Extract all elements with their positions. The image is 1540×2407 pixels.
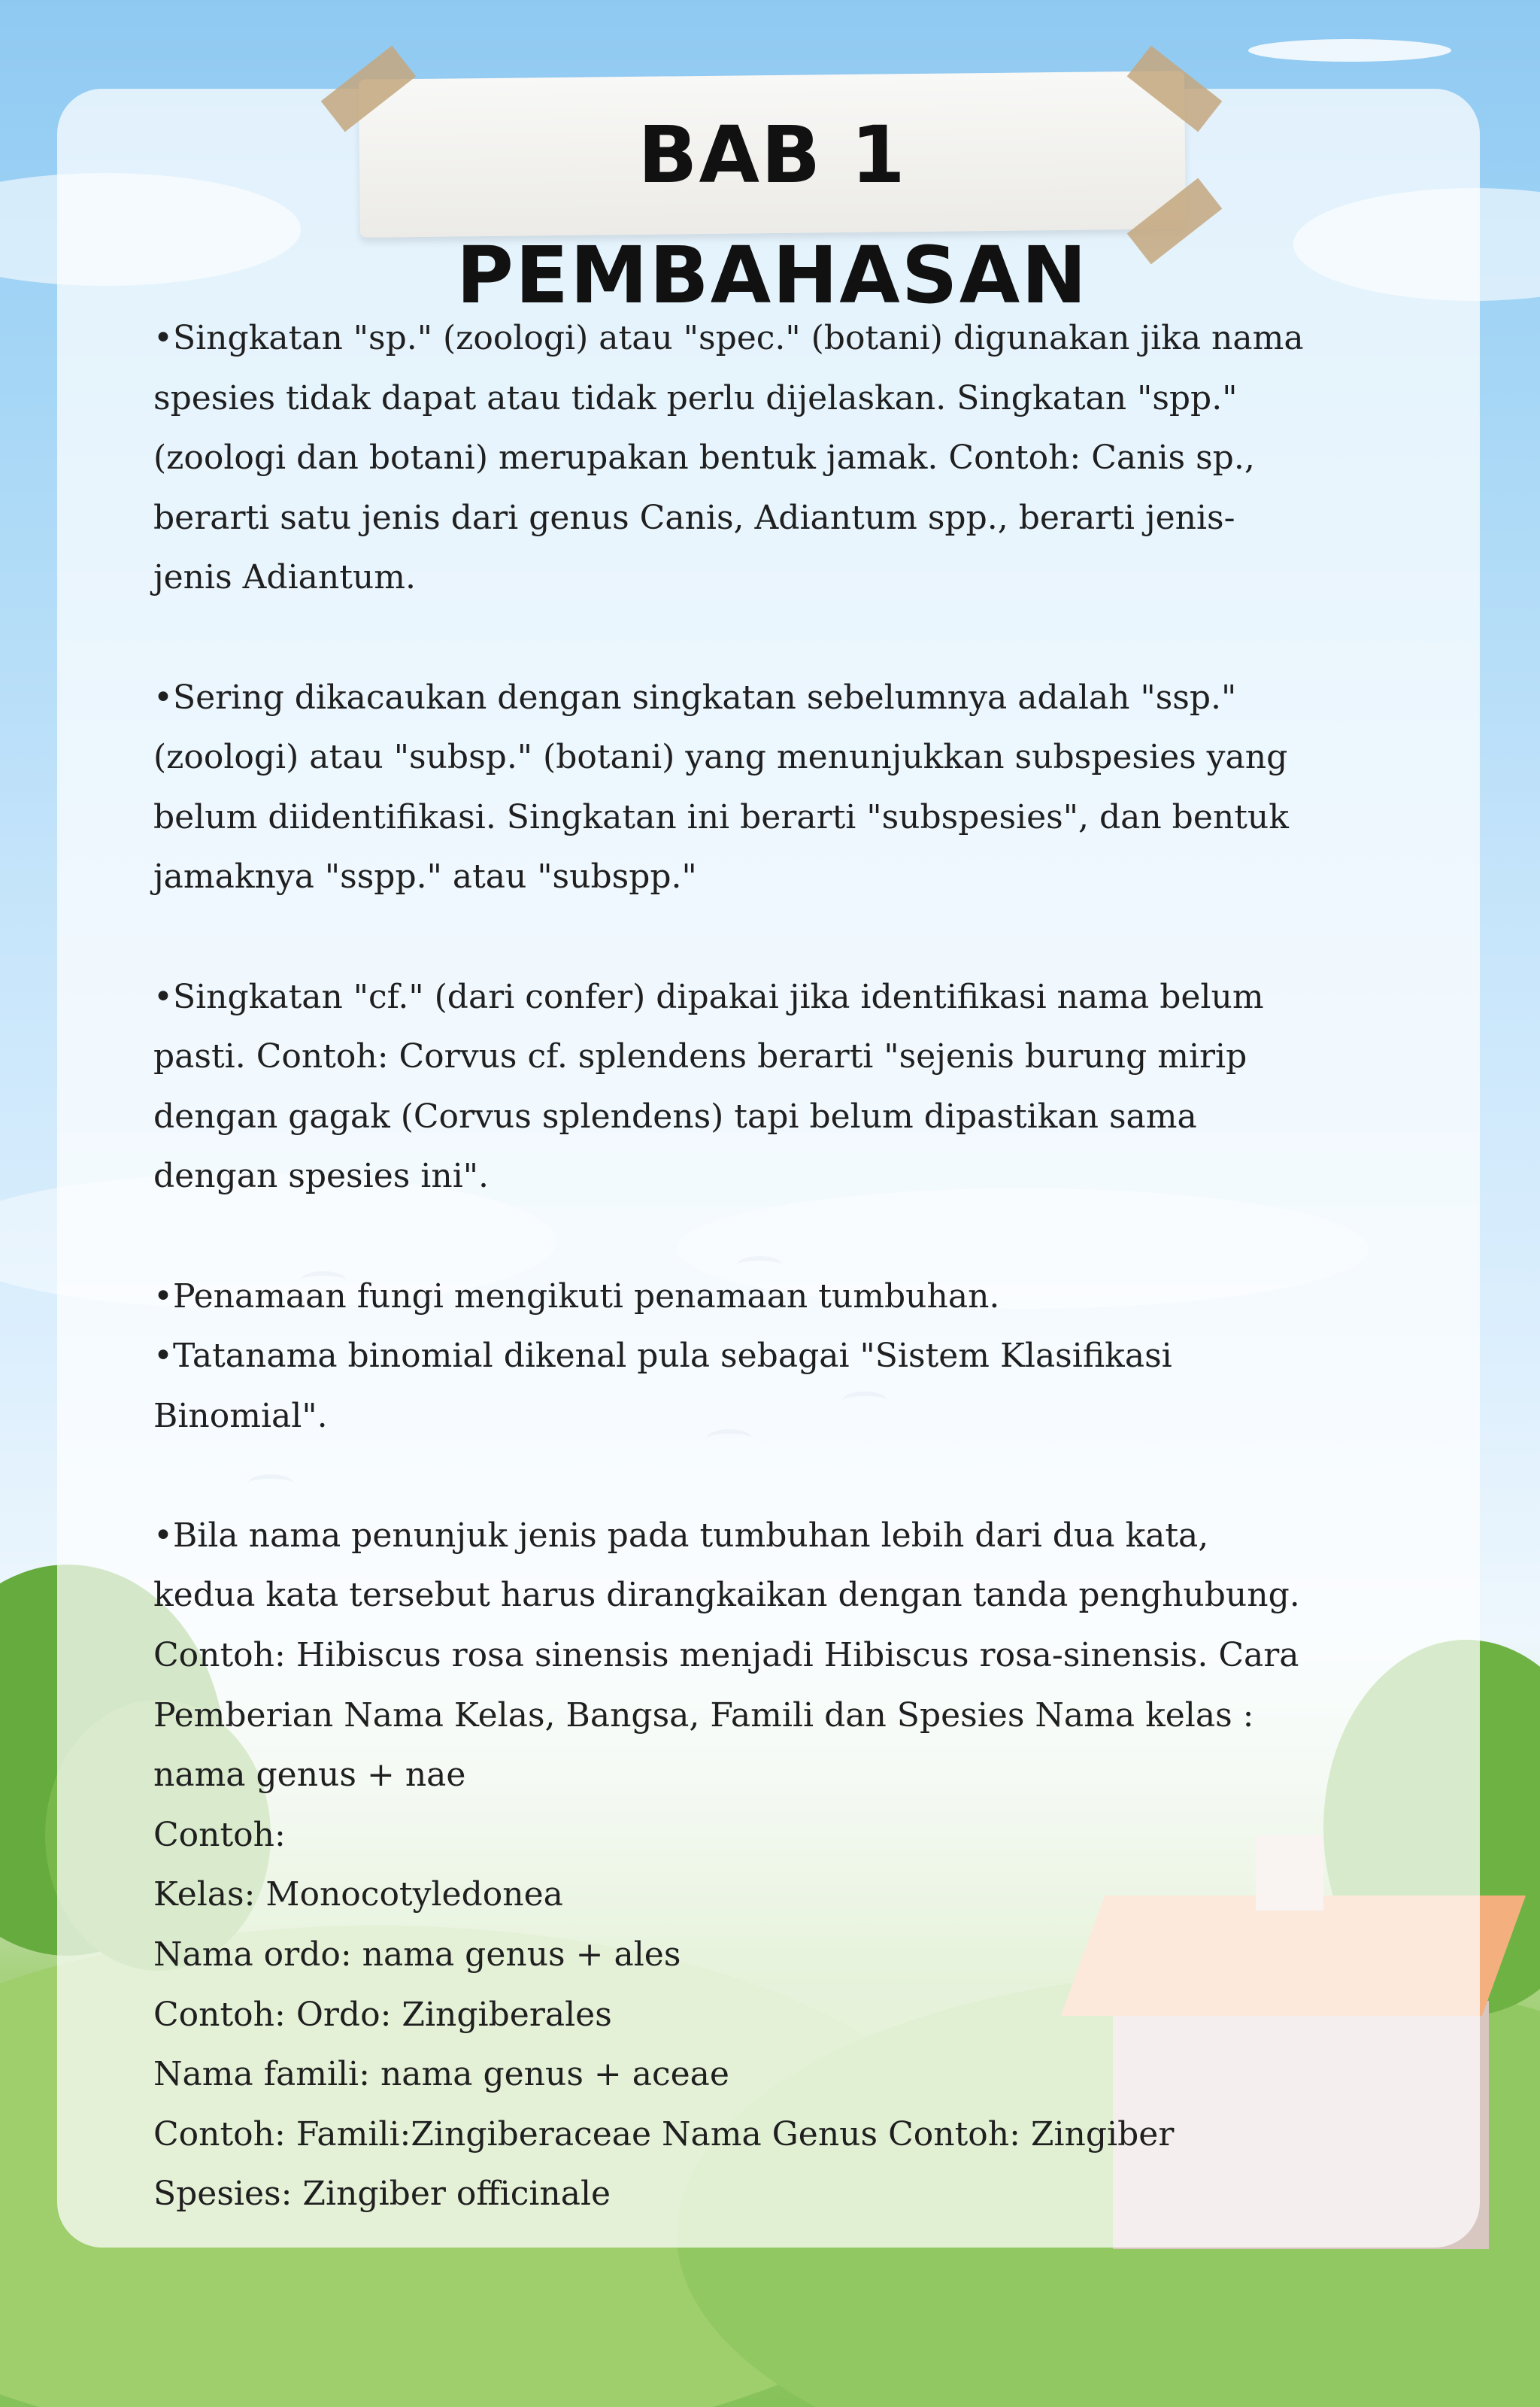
body-text xyxy=(153,308,1387,2224)
text-line: Nama famili: nama genus + aceae xyxy=(153,2055,729,2094)
text-line: dengan spesies ini". xyxy=(153,1157,490,1196)
text-line: Contoh: xyxy=(153,1815,286,1854)
text-line: nama genus + nae xyxy=(153,1756,466,1795)
text-line: (zoologi) atau "subsp." (botani) yang menunjukkan subspesies yang xyxy=(153,738,1288,777)
text-line: Contoh: Famili:Zingiberaceae Nama Genus Contoh: Zingiber xyxy=(153,2114,1175,2154)
text-line: kedua kata tersebut harus dirangkaikan dengan tanda penghubung. xyxy=(153,1576,1300,1615)
blank-line xyxy=(153,1446,1387,1506)
text-line: (zoologi dan botani) merupakan bentuk jamak. Contoh: Canis sp., xyxy=(153,439,1255,478)
text-line: •Singkatan "sp." (zoologi) atau "spec." (botani) digunakan jika nama xyxy=(153,319,1304,357)
cloud xyxy=(1248,39,1451,62)
text-line: •Sering dikacaukan dengan singkatan sebelumnya adalah "ssp." xyxy=(153,678,1237,717)
text-line: jamaknya "sspp." atau "subspp." xyxy=(153,857,697,897)
text-line: •Bila nama penunjuk jenis pada tumbuhan lebih dari dua kata, xyxy=(153,1516,1209,1555)
text-line: •Penamaan fungi mengikuti penamaan tumbuhan. xyxy=(153,1276,1000,1316)
text-line: Binomial". xyxy=(153,1396,328,1435)
text-line: Nama ordo: nama genus + ales xyxy=(153,1935,681,1974)
text-line: Contoh: Ordo: Zingiberales xyxy=(153,1995,612,2034)
blank-line xyxy=(153,608,1387,668)
text-line: belum diidentifikasi. Singkatan ini berarti "subspesies", dan bentuk xyxy=(153,797,1289,836)
text-line: •Tatanama binomial dikenal pula sebagai "Sistem Klasifikasi xyxy=(153,1337,1172,1376)
blank-line xyxy=(153,1207,1387,1267)
text-line: Kelas: Monocotyledonea xyxy=(153,1875,563,1914)
text-line: pasti. Contoh: Corvus cf. splendens berarti "sejenis burung mirip xyxy=(153,1037,1247,1076)
text-line: jenis Adiantum. xyxy=(153,558,416,597)
text-line: berarti satu jenis dari genus Canis, Adiantum spp., berarti jenis- xyxy=(153,498,1235,537)
text-line: Spesies: Zingiber officinale xyxy=(153,2175,611,2214)
text-line: Contoh: Hibiscus rosa sinensis menjadi Hibiscus rosa-sinensis. Cara xyxy=(153,1636,1299,1675)
page-title: BAB 1 PEMBAHASAN xyxy=(456,109,1089,321)
text-line: •Singkatan "cf." (dari confer) dipakai jika identifikasi nama belum xyxy=(153,977,1264,1016)
blank-line xyxy=(153,907,1387,967)
text-line: spesies tidak dapat atau tidak perlu dijelaskan. Singkatan "spp." xyxy=(153,378,1238,417)
text-line: Pemberian Nama Kelas, Bangsa, Famili dan Spesies Nama kelas : xyxy=(153,1695,1254,1735)
text-line: dengan gagak (Corvus splendens) tapi belum dipastikan sama xyxy=(153,1097,1197,1136)
